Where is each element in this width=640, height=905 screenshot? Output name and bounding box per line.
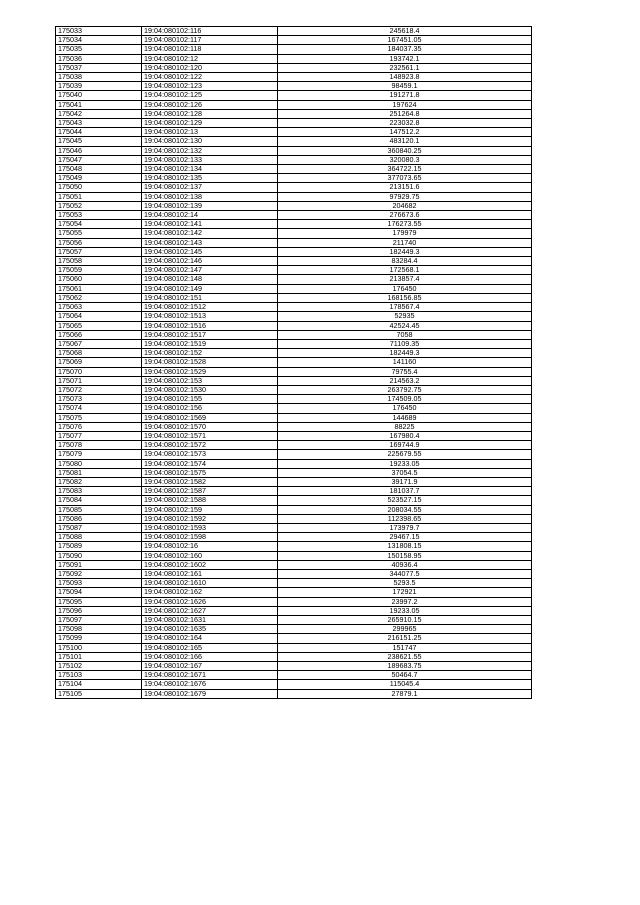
value-cell: 364722.15 [278,165,532,174]
cadastral-number-cell: 19:04:080102:142 [142,229,278,238]
table-row [56,211,532,220]
table-row [56,413,532,422]
row-number-cell: 175038 [56,73,142,82]
cadastral-number-cell: 19:04:080102:152 [142,349,278,358]
row-number-cell: 175048 [56,165,142,174]
table-row [56,229,532,238]
table-row [56,266,532,275]
cadastral-number-cell: 19:04:080102:146 [142,257,278,266]
table-row [56,146,532,155]
table-row [56,579,532,588]
row-number-cell: 175049 [56,174,142,183]
value-cell: 173979.7 [278,523,532,532]
value-cell: 174509.05 [278,395,532,404]
row-number-cell: 175061 [56,284,142,293]
value-cell: 167980.4 [278,431,532,440]
cadastral-number-cell: 19:04:080102:1516 [142,321,278,330]
cadastral-number-cell: 19:04:080102:160 [142,551,278,560]
value-cell: 42524.45 [278,321,532,330]
cadastral-number-cell: 19:04:080102:1588 [142,496,278,505]
row-number-cell: 175051 [56,192,142,201]
value-cell: 112398.65 [278,514,532,523]
table-row [56,192,532,201]
table-row [56,257,532,266]
table-row [56,496,532,505]
value-cell: 27879.1 [278,689,532,698]
table-row [56,63,532,72]
cadastral-number-cell: 19:04:080102:149 [142,284,278,293]
row-number-cell: 175102 [56,662,142,671]
cadastral-number-cell: 19:04:080102:1530 [142,385,278,394]
cadastral-number-cell: 19:04:080102:1528 [142,358,278,367]
value-cell: 191271.8 [278,91,532,100]
cadastral-number-cell: 19:04:080102:1598 [142,533,278,542]
row-number-cell: 175054 [56,220,142,229]
table-row [56,395,532,404]
row-number-cell: 175083 [56,487,142,496]
cadastral-number-cell: 19:04:080102:125 [142,91,278,100]
table-row [56,514,532,523]
cadastral-number-cell: 19:04:080102:123 [142,82,278,91]
value-cell: 483120.1 [278,137,532,146]
cadastral-number-cell: 19:04:080102:1593 [142,523,278,532]
cadastral-number-cell: 19:04:080102:12 [142,54,278,63]
table-row [56,119,532,128]
table-body [56,27,532,699]
table-row [56,275,532,284]
cadastral-number-cell: 19:04:080102:166 [142,652,278,661]
row-number-cell: 175044 [56,128,142,137]
cadastral-number-cell: 19:04:080102:128 [142,109,278,118]
table-row [56,54,532,63]
row-number-cell: 175090 [56,551,142,560]
cadastral-number-cell: 19:04:080102:118 [142,45,278,54]
row-number-cell: 175069 [56,358,142,367]
table-row [56,459,532,468]
value-cell: 176273.55 [278,220,532,229]
row-number-cell: 175071 [56,376,142,385]
cadastral-number-cell: 19:04:080102:165 [142,643,278,652]
table-row [56,367,532,376]
table-row [56,597,532,606]
table-row [56,137,532,146]
value-cell: 176450 [278,284,532,293]
row-number-cell: 175039 [56,82,142,91]
cadastral-number-cell: 19:04:080102:1679 [142,689,278,698]
cadastral-number-cell: 19:04:080102:1602 [142,560,278,569]
value-cell: 344077.5 [278,569,532,578]
cadastral-number-cell: 19:04:080102:153 [142,376,278,385]
table-row [56,321,532,330]
row-number-cell: 175104 [56,680,142,689]
row-number-cell: 175034 [56,36,142,45]
row-number-cell: 175067 [56,339,142,348]
value-cell: 147512.2 [278,128,532,137]
data-table [55,26,532,699]
row-number-cell: 175100 [56,643,142,652]
value-cell: 214563.2 [278,376,532,385]
table-row [56,450,532,459]
value-cell: 213151.6 [278,183,532,192]
table-row [56,551,532,560]
value-cell: 141160 [278,358,532,367]
value-cell: 223032.8 [278,119,532,128]
cadastral-number-cell: 19:04:080102:129 [142,119,278,128]
table-row [56,91,532,100]
cadastral-number-cell: 19:04:080102:116 [142,27,278,36]
table-row [56,643,532,652]
table-row [56,201,532,210]
row-number-cell: 175074 [56,404,142,413]
row-number-cell: 175070 [56,367,142,376]
value-cell: 39171.9 [278,477,532,486]
cadastral-number-cell: 19:04:080102:1570 [142,422,278,431]
value-cell: 83284.4 [278,257,532,266]
table-row [56,36,532,45]
cadastral-number-cell: 19:04:080102:1571 [142,431,278,440]
table-row [56,662,532,671]
table-row [56,634,532,643]
table-row [56,569,532,578]
row-number-cell: 175065 [56,321,142,330]
row-number-cell: 175085 [56,505,142,514]
table-row [56,73,532,82]
row-number-cell: 175092 [56,569,142,578]
cadastral-number-cell: 19:04:080102:1574 [142,459,278,468]
table-row [56,468,532,477]
cadastral-number-cell: 19:04:080102:143 [142,238,278,247]
value-cell: 71109.35 [278,339,532,348]
cadastral-number-cell: 19:04:080102:13 [142,128,278,137]
table-row [56,505,532,514]
value-cell: 5293.5 [278,579,532,588]
value-cell: 181037.7 [278,487,532,496]
row-number-cell: 175040 [56,91,142,100]
row-number-cell: 175059 [56,266,142,275]
value-cell: 213857.4 [278,275,532,284]
value-cell: 265910.15 [278,616,532,625]
cadastral-number-cell: 19:04:080102:1592 [142,514,278,523]
cadastral-number-cell: 19:04:080102:155 [142,395,278,404]
cadastral-number-cell: 19:04:080102:1573 [142,450,278,459]
table-row [56,109,532,118]
value-cell: 251264.8 [278,109,532,118]
row-number-cell: 175087 [56,523,142,532]
value-cell: 150158.95 [278,551,532,560]
value-cell: 168156.85 [278,293,532,302]
cadastral-number-cell: 19:04:080102:1517 [142,330,278,339]
value-cell: 148923.8 [278,73,532,82]
cadastral-number-cell: 19:04:080102:132 [142,146,278,155]
cadastral-number-cell: 19:04:080102:137 [142,183,278,192]
table-row [56,671,532,680]
value-cell: 98459.1 [278,82,532,91]
row-number-cell: 175086 [56,514,142,523]
table-row [56,652,532,661]
value-cell: 97929.75 [278,192,532,201]
cadastral-number-cell: 19:04:080102:161 [142,569,278,578]
value-cell: 189683.75 [278,662,532,671]
cadastral-number-cell: 19:04:080102:120 [142,63,278,72]
table-row [56,680,532,689]
value-cell: 179979 [278,229,532,238]
value-cell: 360840.25 [278,146,532,155]
value-cell: 208034.55 [278,505,532,514]
value-cell: 7058 [278,330,532,339]
table-row [56,588,532,597]
row-number-cell: 175046 [56,146,142,155]
table-row [56,376,532,385]
value-cell: 115045.4 [278,680,532,689]
cadastral-number-cell: 19:04:080102:130 [142,137,278,146]
value-cell: 238621.55 [278,652,532,661]
row-number-cell: 175095 [56,597,142,606]
row-number-cell: 175075 [56,413,142,422]
row-number-cell: 175037 [56,63,142,72]
table-row [56,174,532,183]
cadastral-number-cell: 19:04:080102:164 [142,634,278,643]
row-number-cell: 175099 [56,634,142,643]
cadastral-number-cell: 19:04:080102:1513 [142,312,278,321]
table-row [56,293,532,302]
cadastral-number-cell: 19:04:080102:135 [142,174,278,183]
value-cell: 172568.1 [278,266,532,275]
cadastral-number-cell: 19:04:080102:159 [142,505,278,514]
cadastral-number-cell: 19:04:080102:122 [142,73,278,82]
value-cell: 184037.35 [278,45,532,54]
row-number-cell: 175055 [56,229,142,238]
row-number-cell: 175041 [56,100,142,109]
table-row [56,238,532,247]
value-cell: 19233.05 [278,606,532,615]
table-row [56,349,532,358]
value-cell: 169744.9 [278,441,532,450]
value-cell: 523527.15 [278,496,532,505]
table-row [56,165,532,174]
value-cell: 193742.1 [278,54,532,63]
value-cell: 176450 [278,404,532,413]
value-cell: 245618.4 [278,27,532,36]
cadastral-number-cell: 19:04:080102:1529 [142,367,278,376]
row-number-cell: 175057 [56,247,142,256]
row-number-cell: 175050 [56,183,142,192]
value-cell: 52935 [278,312,532,321]
row-number-cell: 175089 [56,542,142,551]
value-cell: 263792.75 [278,385,532,394]
table-row [56,155,532,164]
row-number-cell: 175060 [56,275,142,284]
value-cell: 204682 [278,201,532,210]
table-row [56,183,532,192]
cadastral-number-cell: 19:04:080102:1610 [142,579,278,588]
row-number-cell: 175088 [56,533,142,542]
value-cell: 167451.05 [278,36,532,45]
table-row [56,247,532,256]
value-cell: 299965 [278,625,532,634]
value-cell: 29467.15 [278,533,532,542]
value-cell: 19233.05 [278,459,532,468]
value-cell: 197624 [278,100,532,109]
table-row [56,284,532,293]
cadastral-number-cell: 19:04:080102:139 [142,201,278,210]
row-number-cell: 175058 [56,257,142,266]
table-row [56,330,532,339]
table-row [56,560,532,569]
row-number-cell: 175101 [56,652,142,661]
table-row [56,358,532,367]
table-row [56,616,532,625]
value-cell: 178567.4 [278,303,532,312]
cadastral-number-cell: 19:04:080102:167 [142,662,278,671]
table-row [56,27,532,36]
value-cell: 225679.55 [278,450,532,459]
table-row [56,45,532,54]
cadastral-number-cell: 19:04:080102:138 [142,192,278,201]
value-cell: 320080.3 [278,155,532,164]
row-number-cell: 175042 [56,109,142,118]
value-cell: 37054.5 [278,468,532,477]
row-number-cell: 175103 [56,671,142,680]
table-row [56,542,532,551]
row-number-cell: 175081 [56,468,142,477]
row-number-cell: 175053 [56,211,142,220]
row-number-cell: 175073 [56,395,142,404]
cadastral-number-cell: 19:04:080102:1569 [142,413,278,422]
row-number-cell: 175082 [56,477,142,486]
row-number-cell: 175093 [56,579,142,588]
row-number-cell: 175076 [56,422,142,431]
row-number-cell: 175064 [56,312,142,321]
value-cell: 40936.4 [278,560,532,569]
table-row [56,220,532,229]
cadastral-number-cell: 19:04:080102:1519 [142,339,278,348]
row-number-cell: 175072 [56,385,142,394]
table-row [56,533,532,542]
cadastral-number-cell: 19:04:080102:141 [142,220,278,229]
row-number-cell: 175105 [56,689,142,698]
row-number-cell: 175079 [56,450,142,459]
row-number-cell: 175084 [56,496,142,505]
cadastral-number-cell: 19:04:080102:147 [142,266,278,275]
value-cell: 131808.15 [278,542,532,551]
row-number-cell: 175062 [56,293,142,302]
cadastral-number-cell: 19:04:080102:16 [142,542,278,551]
cadastral-number-cell: 19:04:080102:1587 [142,487,278,496]
cadastral-number-cell: 19:04:080102:148 [142,275,278,284]
row-number-cell: 175068 [56,349,142,358]
table-row [56,303,532,312]
cadastral-number-cell: 19:04:080102:133 [142,155,278,164]
cadastral-number-cell: 19:04:080102:1626 [142,597,278,606]
table-row [56,128,532,137]
table-row [56,312,532,321]
cadastral-number-cell: 19:04:080102:162 [142,588,278,597]
value-cell: 79755.4 [278,367,532,376]
table-row [56,441,532,450]
cadastral-number-cell: 19:04:080102:151 [142,293,278,302]
value-cell: 144689 [278,413,532,422]
row-number-cell: 175033 [56,27,142,36]
table-row [56,82,532,91]
cadastral-number-cell: 19:04:080102:1631 [142,616,278,625]
row-number-cell: 175098 [56,625,142,634]
cadastral-number-cell: 19:04:080102:1635 [142,625,278,634]
value-cell: 211740 [278,238,532,247]
cadastral-number-cell: 19:04:080102:117 [142,36,278,45]
row-number-cell: 175035 [56,45,142,54]
table-row [56,477,532,486]
value-cell: 182449.3 [278,247,532,256]
value-cell: 88225 [278,422,532,431]
row-number-cell: 175094 [56,588,142,597]
table-row [56,625,532,634]
value-cell: 232561.1 [278,63,532,72]
row-number-cell: 175043 [56,119,142,128]
row-number-cell: 175078 [56,441,142,450]
row-number-cell: 175080 [56,459,142,468]
row-number-cell: 175036 [56,54,142,63]
cadastral-number-cell: 19:04:080102:134 [142,165,278,174]
row-number-cell: 175096 [56,606,142,615]
value-cell: 50464.7 [278,671,532,680]
value-cell: 172921 [278,588,532,597]
table-row [56,100,532,109]
value-cell: 216151.25 [278,634,532,643]
table-row [56,385,532,394]
value-cell: 23997.2 [278,597,532,606]
cadastral-number-cell: 19:04:080102:126 [142,100,278,109]
cadastral-number-cell: 19:04:080102:14 [142,211,278,220]
value-cell: 276673.6 [278,211,532,220]
table-row [56,339,532,348]
cadastral-number-cell: 19:04:080102:156 [142,404,278,413]
row-number-cell: 175056 [56,238,142,247]
table-row [56,523,532,532]
row-number-cell: 175091 [56,560,142,569]
table-row [56,689,532,698]
row-number-cell: 175047 [56,155,142,164]
row-number-cell: 175063 [56,303,142,312]
cadastral-number-cell: 19:04:080102:1676 [142,680,278,689]
value-cell: 182449.3 [278,349,532,358]
row-number-cell: 175045 [56,137,142,146]
table-row [56,404,532,413]
cadastral-number-cell: 19:04:080102:1627 [142,606,278,615]
table-row [56,422,532,431]
cadastral-number-cell: 19:04:080102:1582 [142,477,278,486]
value-cell: 377073.65 [278,174,532,183]
cadastral-number-cell: 19:04:080102:1512 [142,303,278,312]
row-number-cell: 175052 [56,201,142,210]
table-row [56,431,532,440]
value-cell: 151747 [278,643,532,652]
cadastral-number-cell: 19:04:080102:1671 [142,671,278,680]
row-number-cell: 175077 [56,431,142,440]
cadastral-number-cell: 19:04:080102:1572 [142,441,278,450]
cadastral-number-cell: 19:04:080102:145 [142,247,278,256]
row-number-cell: 175066 [56,330,142,339]
table-row [56,606,532,615]
cadastral-number-cell: 19:04:080102:1575 [142,468,278,477]
table-row [56,487,532,496]
row-number-cell: 175097 [56,616,142,625]
